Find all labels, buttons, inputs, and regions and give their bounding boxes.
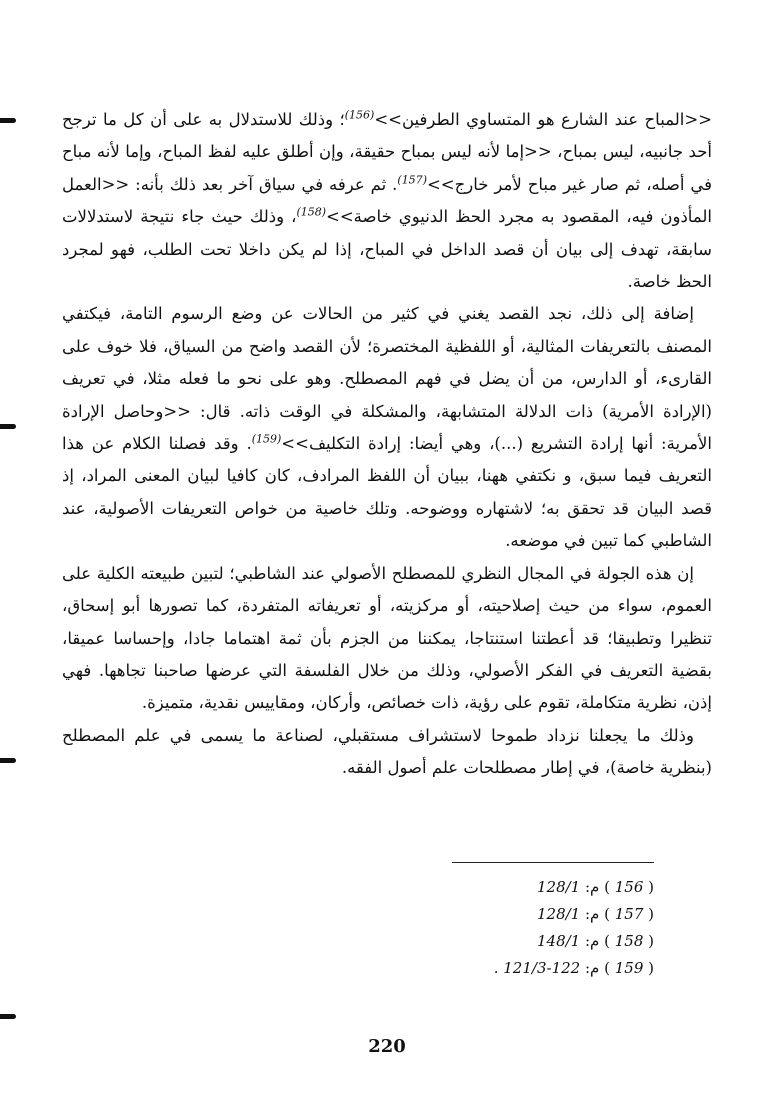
footnote-source: م: — [585, 905, 600, 923]
text-segment: وذلك ما يجعلنا نزداد طموحا لاستشراف مستقبلي، لصناعة ما يسمى في علم المصطلح (بنظرية خاصة)، في إطار مصطلحات علم أصول الفقه. — [62, 725, 712, 778]
footnote-item: ( 156 ) م: 128/1 — [536, 878, 654, 896]
footnote-ref[interactable]: (158) — [296, 205, 327, 219]
paragraph — [62, 104, 712, 298]
text-segment: إضافة إلى ذلك، نجد القصد يغني في كثير من الحالات عن وضع الرسوم التامة، فيكتفي المصنف بالتعريفات المثالية، أو اللفظية المختصرة؛ لأن القصد واضح من السياق، فلا خوف على القارىء، أو الدارس، من أن يضل في فهم المصطلح. وهو على نحو ما فعله مثلا، في تعريف (الإرادة الأمرية) ذات الدلالة المتشابهة، والمشكلة في الوقت ذاته. قال: <<وحاصل الإرادة الأمرية: أنها إرادة التشريع (...)، وهي أيضا: إرادة التكليف>> — [62, 304, 712, 454]
footnote-item: ( 157 ) م: 128/1 — [536, 905, 654, 923]
footnote-item: ( 159 ) م: 122-121/3 . — [493, 959, 654, 977]
binding-mark — [0, 758, 16, 763]
text-segment: . وقد فصلنا الكلام عن هذا التعريف فيما سبق، و نكتفي ههنا، ببيان أن اللفظ المرادف، كان كافيا لبيان المعنى المراد، إذ قصد البيان قد تحقق به؛ لاشتهاره ووضوحه. وتلك خاصية من خواص التعريفات الأصولية، عند الشاطبي كما تبين في موضعه. — [62, 434, 712, 551]
binding-mark — [0, 1014, 16, 1019]
binding-mark — [0, 424, 16, 429]
footnote-number: 158 — [614, 932, 644, 950]
paragraph — [62, 558, 712, 720]
text-segment: <<المباح عند الشارع هو المتساوي الطرفين>> — [374, 110, 712, 129]
footnote-source: م: — [585, 932, 600, 950]
body-text — [62, 104, 712, 785]
footnote-source: م: — [585, 959, 600, 977]
footnote-number: 159 — [614, 959, 644, 977]
footnote-source: م: — [585, 878, 600, 896]
paragraph — [62, 298, 712, 557]
footnote-citation: 148/1 — [536, 932, 581, 950]
footnote-citation: 128/1 — [536, 878, 581, 896]
paragraph — [62, 720, 712, 785]
text-segment: ، وذلك حيث جاء نتيجة لاستدلالات سابقة، تهدف إلى بيان أن قصد الداخل في المباح، إذا لم يكن داخلا تحت الطلب، فهو لمجرد الحظ خاصة. — [62, 207, 712, 292]
footnote-ref[interactable]: (159) — [251, 432, 282, 446]
footnote-item: ( 158 ) م: 148/1 — [536, 932, 654, 950]
footnote-number: 157 — [614, 905, 644, 923]
binding-mark — [0, 118, 16, 123]
text-segment: ؛ وذلك للاستدلال به على أن كل ما ترجح أحد جانبيه، ليس بمباح، <<إما لأنه ليس بمباح حقيقة، وإن أطلق عليه لفظ المباح، وإما لأنه مباح في أصله، ثم صار غير مباح لأمر خارج>> — [62, 110, 712, 194]
page-number: 220 — [368, 1036, 406, 1057]
footnote-ref[interactable]: (157) — [397, 173, 427, 187]
text-segment: إن هذه الجولة في المجال النظري للمصطلح الأصولي عند الشاطبي؛ لتبين طبيعته الكلية على العموم، سواء من حيث إصلاحيته، أو مركزيته، أو تعريفاته المتفردة، كما تصورها أبو إسحاق، تنظيرا وتطبيقا؛ قد أعطتنا استنتاجا، يمكننا من الجزم بأن ثمة اهتماما جادا، وإحساسا عميقا، بقضية التعريف في الفكر الأصولي، وذلك من خلال الفلسفة التي عرضها صاحبنا تجاهها. فهي إذن، نظرية متكاملة، تقوم على رؤية، ذات خصائص، وأركان، ومقاييس نقدية، متميزة. — [62, 563, 712, 713]
text-segment: . ثم عرفه في سياق آخر بعد ذلك بأنه: <<العمل المأذون فيه، المقصود به مجرد الحظ الدنيوي خاصة>> — [62, 174, 712, 227]
footnote-number: 156 — [614, 878, 644, 896]
footnote-divider — [452, 862, 654, 863]
footnote-citation: 128/1 — [536, 905, 581, 923]
footnotes — [452, 874, 654, 982]
footnote-ref[interactable]: (156) — [344, 108, 375, 122]
footnote-citation: 122-121/3 . — [493, 959, 581, 977]
